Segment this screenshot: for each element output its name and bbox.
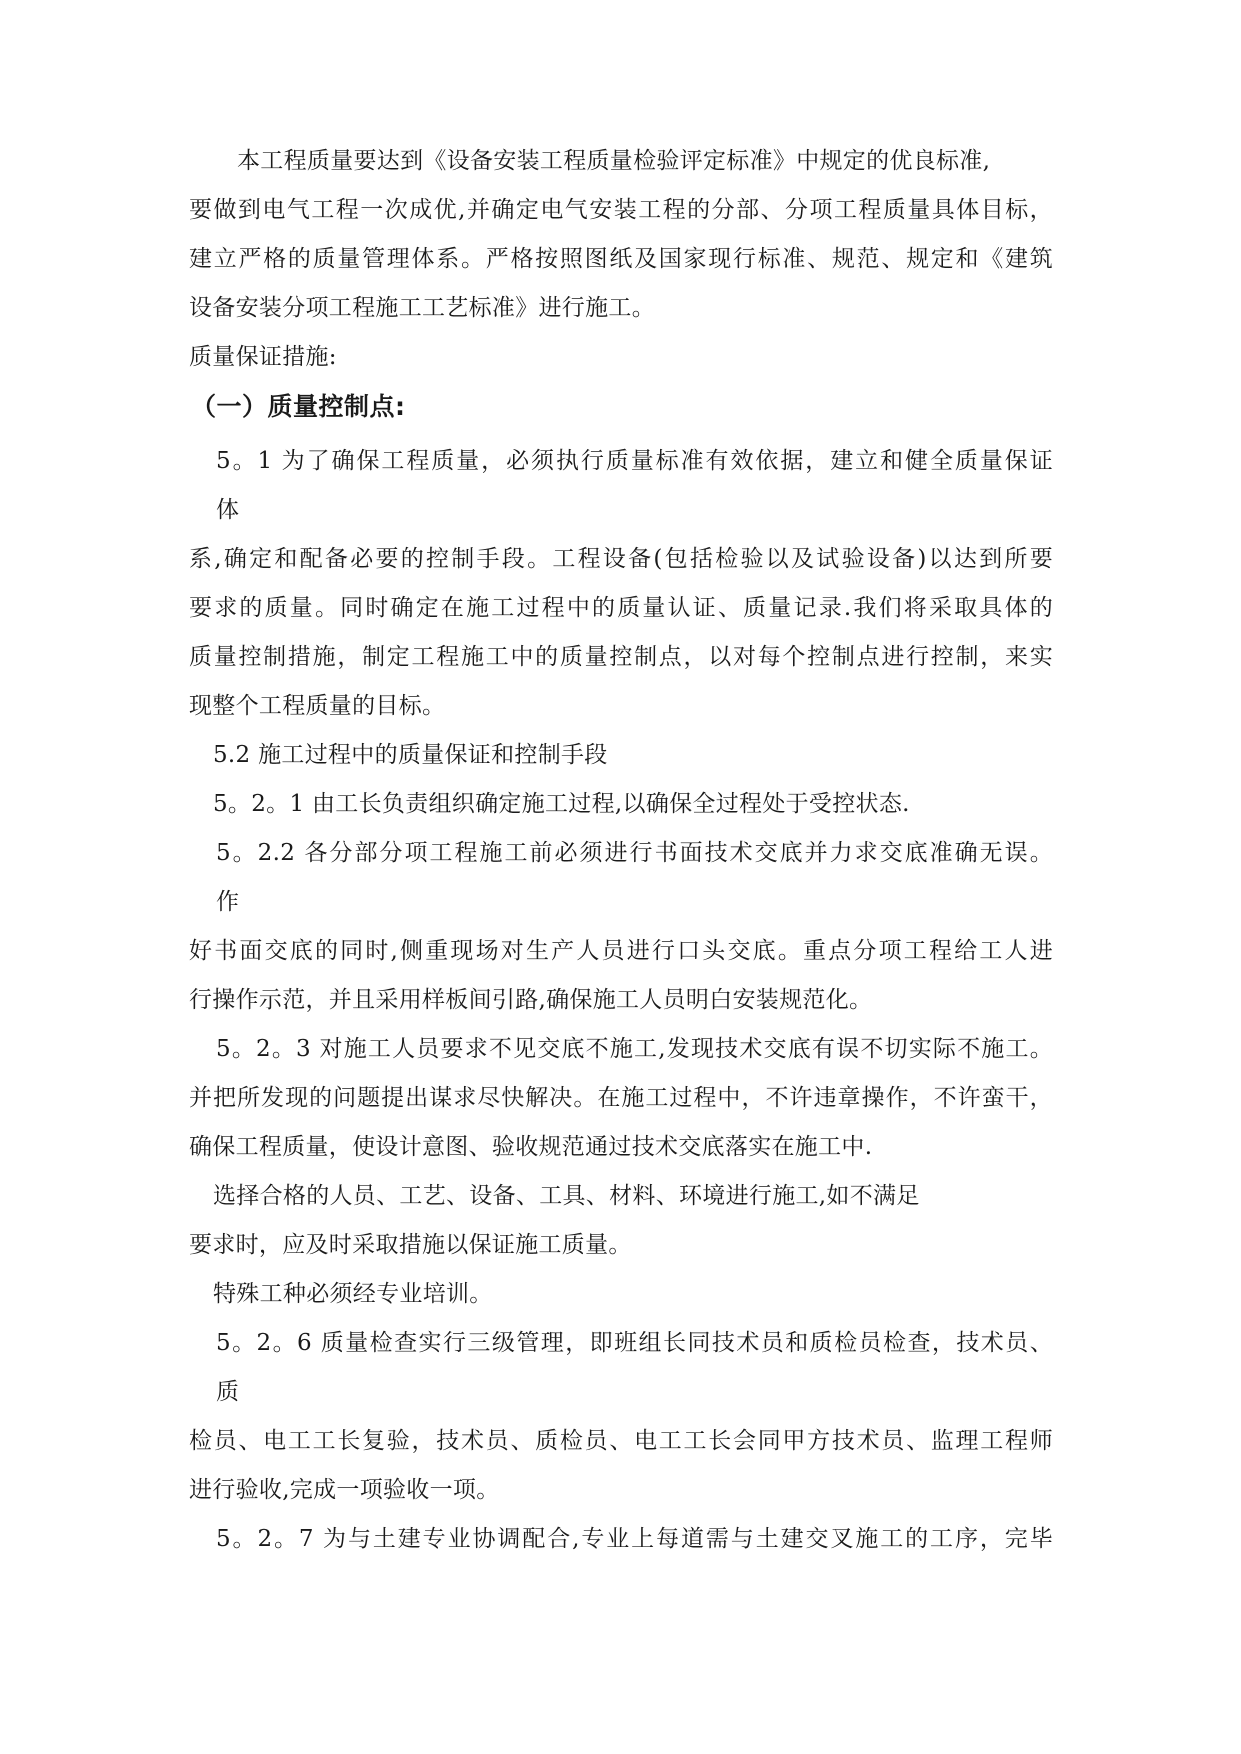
intro-paragraph-line: 本工程质量要达到《设备安装工程质量检验评定标准》中规定的优良标准, xyxy=(237,148,991,174)
clause-5-2-6-line: 进行验收,完成一项验收一项。 xyxy=(189,1477,500,1503)
clause-5-2-7-line: 5。2。7 为与土建专业协调配合,专业上每道需与土建交叉施工的工序，完毕 xyxy=(216,1526,1053,1552)
subheading-quality-measures: 质量保证措施: xyxy=(189,344,337,370)
section-heading: （一）质量控制点: xyxy=(191,392,406,421)
clause-5-2-2-line: 作 xyxy=(216,889,240,915)
intro-paragraph-line: 要做到电气工程一次成优,并确定电气安装工程的分部、分项工程质量具体目标， xyxy=(189,197,1053,223)
intro-paragraph-line: 建立严格的质量管理体系。严格按照图纸及国家现行标准、规范、规定和《建筑 xyxy=(189,246,1053,272)
clause-5-2-heading: 5.2 施工过程中的质量保证和控制手段 xyxy=(213,742,608,768)
special-trades-line: 特殊工种必须经专业培训。 xyxy=(213,1281,493,1307)
clause-5-1-line: 系,确定和配备必要的控制手段。工程设备(包括检验以及试验设备)以达到所要 xyxy=(189,546,1053,572)
clause-5-2-6-line: 质 xyxy=(216,1379,240,1405)
clause-5-2-6-line: 检员、电工工长复验，技术员、质检员、电工工长会同甲方技术员、监理工程师 xyxy=(189,1428,1053,1454)
selection-paragraph-line: 要求时，应及时采取措施以保证施工质量。 xyxy=(189,1232,632,1258)
clause-5-2-2-line: 行操作示范，并且采用样板间引路,确保施工人员明白安装规范化。 xyxy=(189,987,873,1013)
clause-5-2-2-line: 好书面交底的同时,侧重现场对生产人员进行口头交底。重点分项工程给工人进 xyxy=(189,938,1053,964)
clause-5-1-line: 体 xyxy=(216,497,240,523)
clause-5-2-2-line: 5。2.2 各分部分项工程施工前必须进行书面技术交底并力求交底准确无误。 xyxy=(216,840,1053,866)
intro-paragraph-line: 设备安装分项工程施工工艺标准》进行施工。 xyxy=(189,295,655,321)
clause-5-1-line: 5。1 为了确保工程质量，必须执行质量标准有效依据，建立和健全质量保证 xyxy=(216,448,1053,474)
clause-5-1-line: 质量控制措施，制定工程施工中的质量控制点，以对每个控制点进行控制，来实 xyxy=(189,644,1053,670)
selection-paragraph-line: 选择合格的人员、工艺、设备、工具、材料、环境进行施工,如不满足 xyxy=(213,1183,920,1209)
clause-5-1-line: 现整个工程质量的目标。 xyxy=(189,693,446,719)
clause-5-1-line: 要求的质量。同时确定在施工过程中的质量认证、质量记录.我们将采取具体的 xyxy=(189,595,1053,621)
clause-5-2-3-line: 并把所发现的问题提出谋求尽快解决。在施工过程中，不许违章操作，不许蛮干， xyxy=(189,1085,1053,1111)
clause-5-2-3-line: 确保工程质量，使设计意图、验收规范通过技术交底落实在施工中. xyxy=(189,1134,873,1160)
clause-5-2-6-line: 5。2。6 质量检查实行三级管理，即班组长同技术员和质检员检查，技术员、 xyxy=(216,1330,1053,1356)
clause-5-2-1-line: 5。2。1 由工长负责组织确定施工过程,以确保全过程处于受控状态. xyxy=(213,791,910,817)
clause-5-2-3-line: 5。2。3 对施工人员要求不见交底不施工,发现技术交底有误不切实际不施工。 xyxy=(216,1036,1053,1062)
